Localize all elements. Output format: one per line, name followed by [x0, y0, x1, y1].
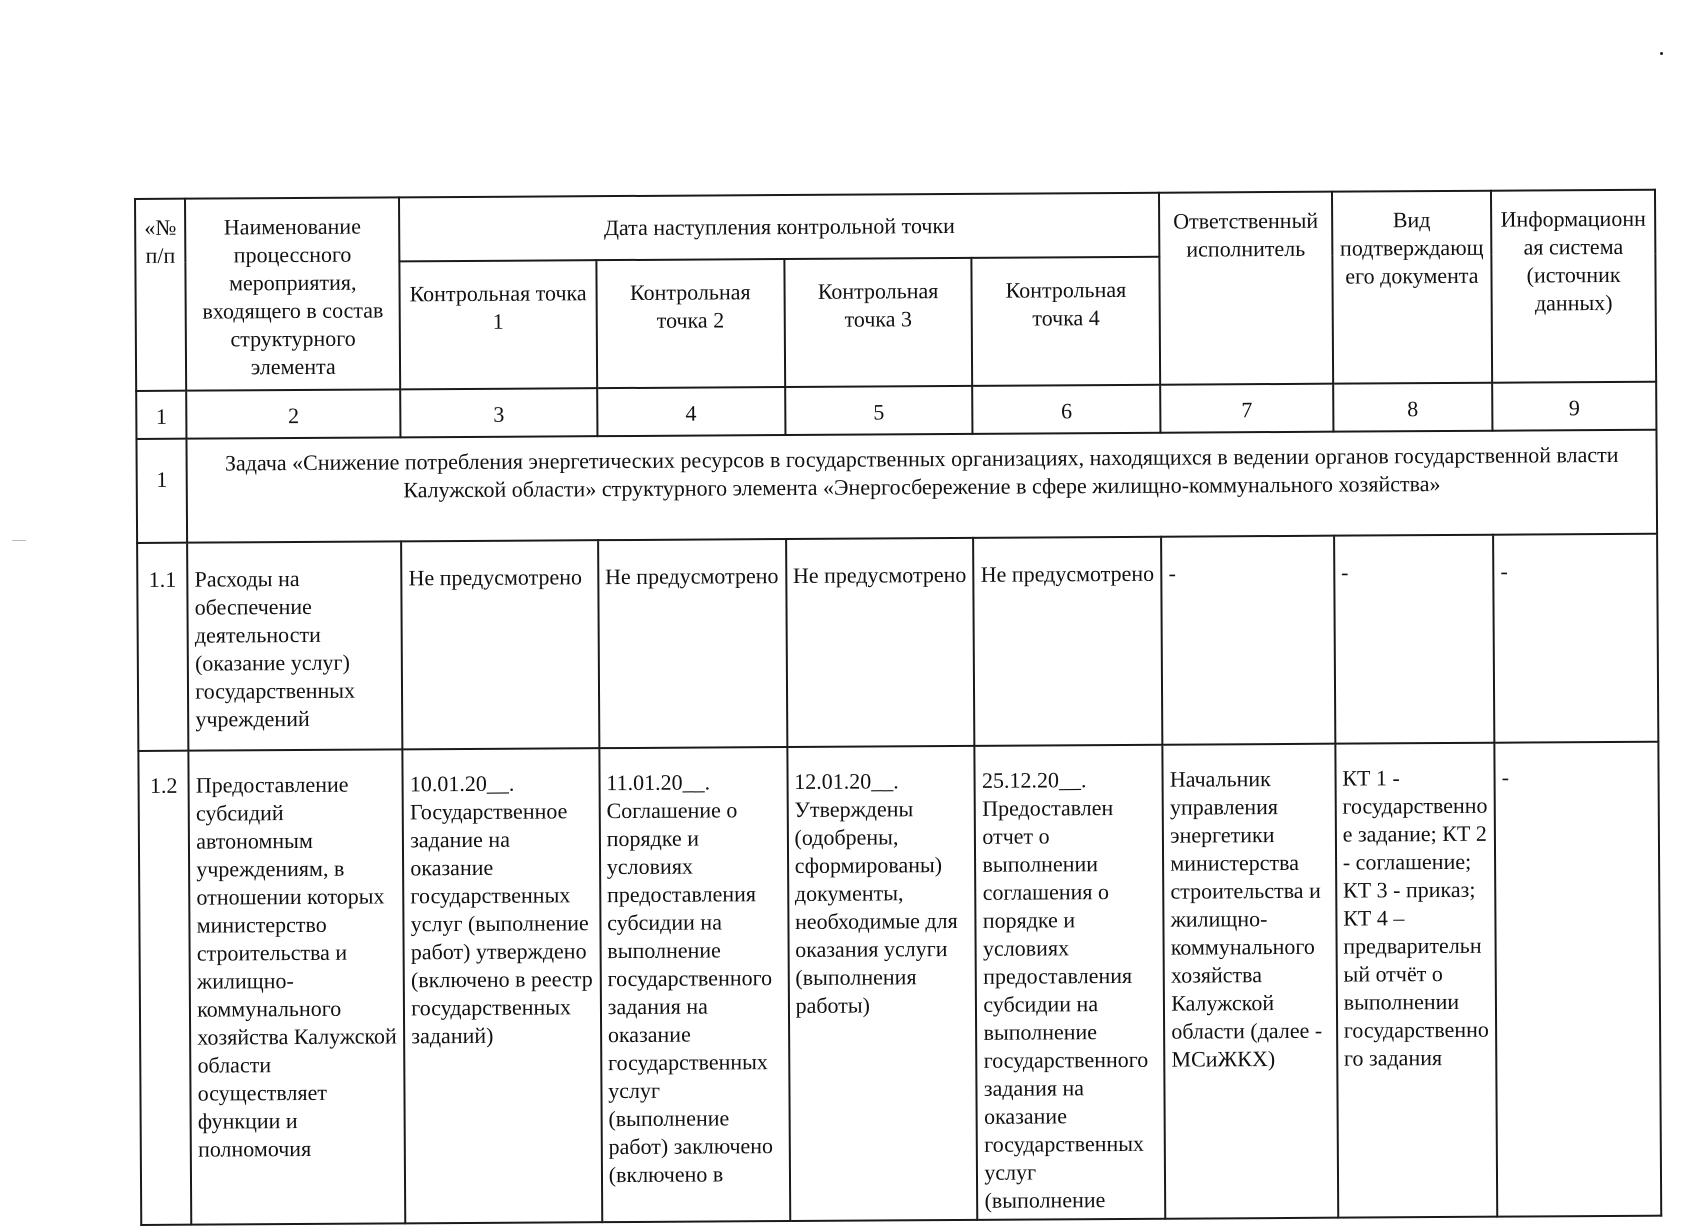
row-cp2: Не предусмотрено: [598, 539, 787, 748]
header-row-1: [135, 190, 1655, 263]
table-row: [137, 534, 1658, 751]
row-doc-type: КТ 1 - государственное задание; КТ 2 - соглашение; КТ 3 - приказ; КТ 4 – предварительный отчёт о выполнении государственного задания: [1335, 743, 1497, 1218]
column-number: 3: [400, 388, 597, 437]
row-index: 1.2: [138, 751, 191, 1225]
row-info-system: -: [1495, 742, 1662, 1217]
row-name: Предоставление субсидий автономным учреждениям, в отношении которых министерство строительства и жилищно-коммунального хозяйства Калужской области осуществляет функции и полномочия: [189, 749, 406, 1224]
header-cp3: Контрольная точка 3: [784, 258, 973, 387]
scan-speck: [1660, 52, 1663, 55]
task-row: [136, 430, 1657, 543]
column-number: 1: [136, 391, 187, 439]
header-cp2: Контрольная точка 2: [596, 259, 785, 388]
column-number: 6: [973, 385, 1161, 434]
task-index: 1: [136, 439, 187, 543]
row-doc-type: -: [1334, 535, 1495, 744]
task-text: Задача «Снижение потребления энергетических ресурсов в государственных организациях, находящихся в ведении органов государственной власти Калужской области» структурного элемента «Энергосбережение в сфере жилищно-коммунального хозяйства»: [187, 430, 1657, 543]
control-points-table: [134, 189, 1662, 1226]
row-cp4: Не предусмотрено: [973, 537, 1162, 746]
row-cp1: 10.01.20__. Государственное задание на оказание государственных услуг (выполнение работ) утверждено (включено в реестр государственных заданий): [403, 748, 602, 1223]
row-cp1: Не предусмотрено: [401, 540, 599, 749]
row-name: Расходы на обеспечение деятельности (оказание услуг) государственных учреждений: [187, 541, 402, 750]
row-cp3: Не предусмотрено: [786, 538, 975, 747]
column-number: 7: [1160, 384, 1333, 433]
row-info-system: -: [1493, 534, 1658, 743]
header-num: «№ п/п: [135, 199, 186, 391]
header-doc-type: Вид подтверждающего документа: [1332, 191, 1493, 384]
column-number: 8: [1333, 383, 1493, 432]
table-row: [138, 742, 1661, 1225]
header-cp1: Контрольная точка 1: [400, 260, 597, 389]
scan-mark: [12, 540, 26, 541]
row-cp3: 12.01.20__. Утверждены (одобрены, сформированы) документы, необходимые для оказания услуги (выполнения работы): [787, 746, 978, 1221]
row-cp4: 25.12.20__. Предоставлен отчет о выполнении соглашения о порядке и условиях предоставления субсидии на выполнение государственного задания на оказание государственных услуг (выполнение: [975, 745, 1166, 1220]
header-cp4: Контрольная точка 4: [972, 257, 1161, 386]
column-number: 4: [597, 387, 785, 436]
header-responsible: Ответственный исполнитель: [1159, 192, 1333, 385]
column-number: 9: [1492, 382, 1656, 431]
header-info-system: Информационная система (источник данных): [1491, 190, 1656, 383]
row-cp2: 11.01.20__. Соглашение о порядке и условиях предоставления субсидии на выполнение государственного задания на оказание государственных услуг (выполнение работ) заключено (включено в: [599, 747, 790, 1222]
header-name: Наименование процессного мероприятия, входящего в состав структурного элемента: [185, 197, 400, 390]
row-responsible: Начальник управления энергетики министерства строительства и жилищно-коммунального хозяйства Калужской области (далее - МСиЖКХ): [1163, 744, 1338, 1219]
row-responsible: -: [1161, 536, 1335, 745]
column-number: 2: [186, 389, 400, 438]
header-dates-group: Дата наступления контрольной точки: [399, 193, 1159, 262]
column-number: 5: [785, 386, 973, 435]
row-index: 1.1: [137, 543, 188, 751]
